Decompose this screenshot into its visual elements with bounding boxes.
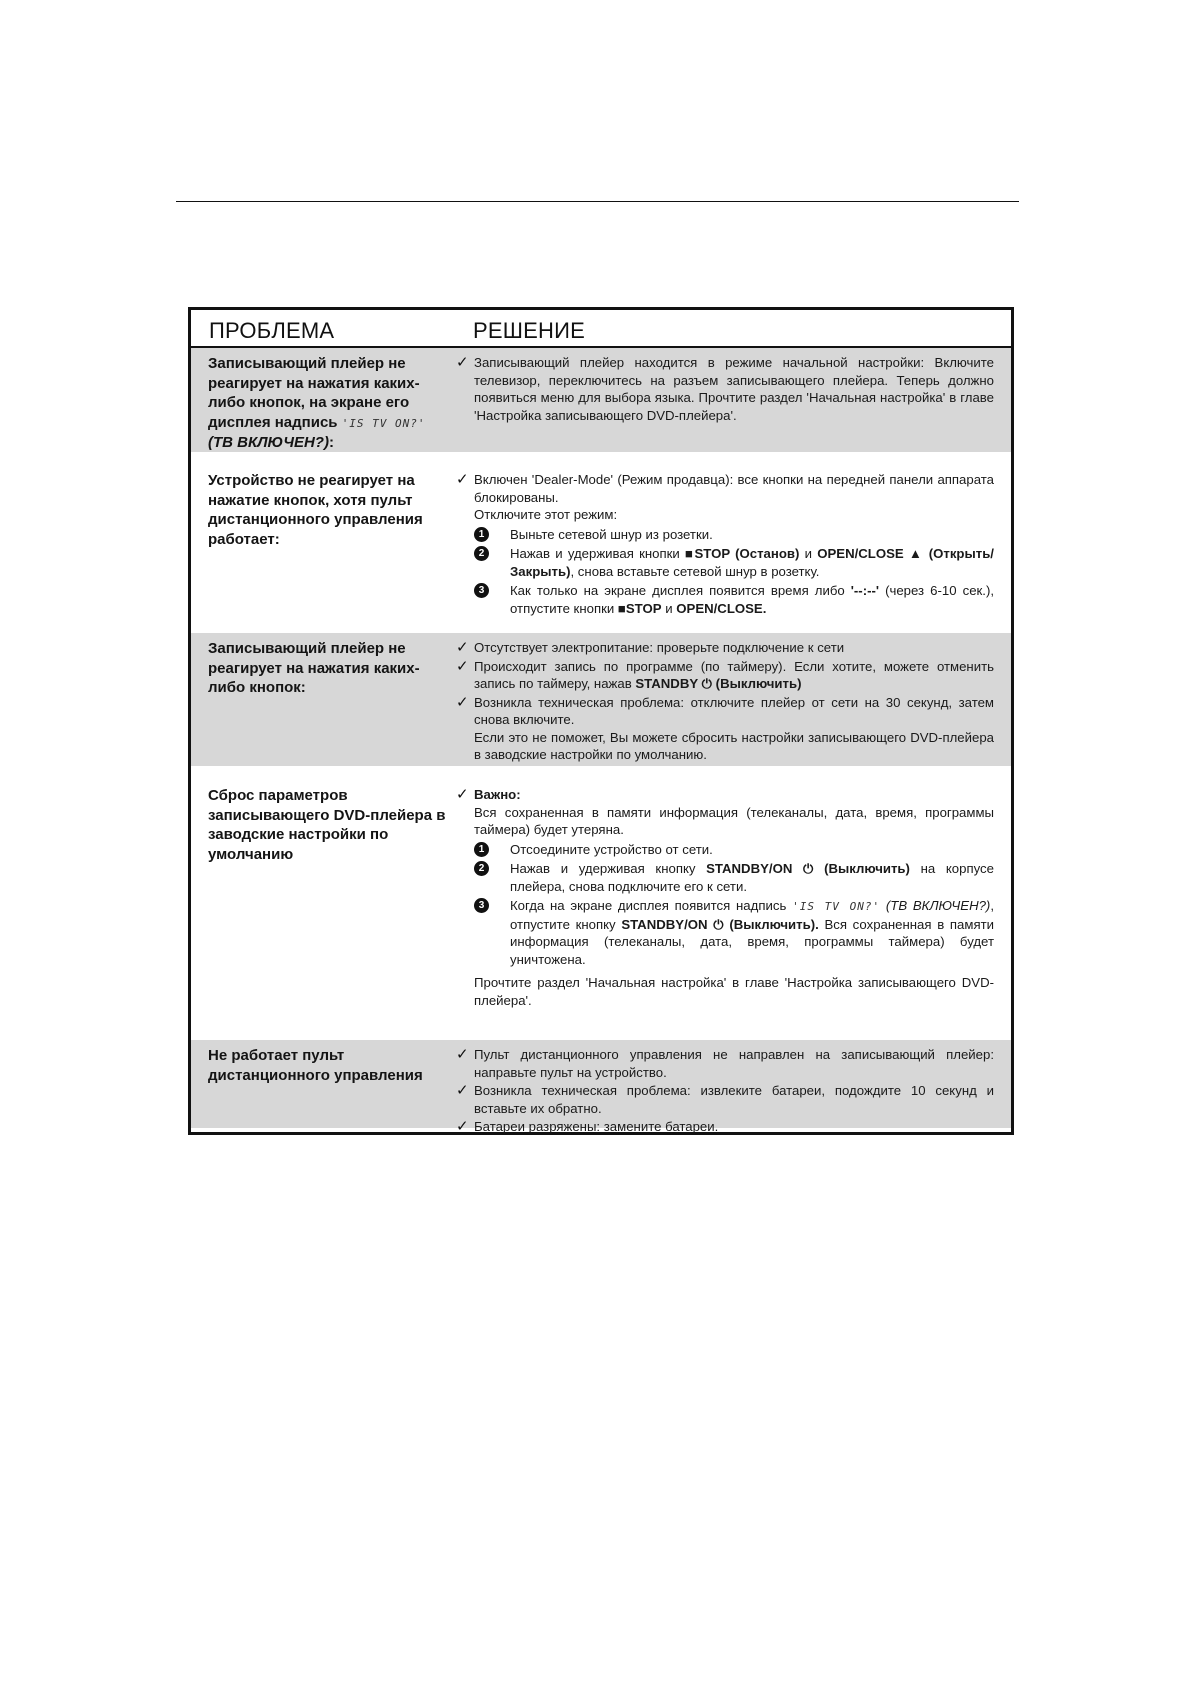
problem-cell: Записывающий плейер не реагирует на нажатия каких-либо кнопок, на экране его дисплея надпись 'IS TV ON?' (ТВ ВКЛЮЧЕН?): (208, 355, 426, 451)
solution-cell: ✓ Отсутствует электропитание: проверьте подключение к сети ✓ Происходит запись по программе (по таймеру). Если хотите, можете отменить запись по таймеру, нажав STANDBY ⏻ (Выключить) ✓ Возникла техническая проблема: отключите плейер от сети на 30 секунд, затем снова включите. Если это не поможет, Вы можете сбросить настройки записывающего DVD-плейера в заводские настройки по умолчанию. (456, 639, 994, 762)
problem-cell: Не работает пульт дистанционного управления (208, 1047, 423, 1084)
solution-cell: ✓ Пульт дистанционного управления не направлен на записывающий плейер: направьте пульт на устройство. ✓ Возникла техническая проблема: извлеките батареи, подождите 10 секунд и вставьте их обратно. ✓ Батареи разряжены: замените батареи. (456, 1046, 994, 1135)
check-icon: ✓ (456, 471, 469, 488)
check-icon: ✓ (456, 1118, 469, 1135)
check-icon: ✓ (456, 1082, 469, 1099)
step-number-icon: 2 (474, 861, 489, 876)
step-number-icon: 2 (474, 546, 489, 561)
step-item: 1 Отсоедините устройство от сети. (474, 841, 994, 859)
step-number-icon: 3 (474, 583, 489, 598)
step-number-icon: 1 (474, 527, 489, 542)
check-icon: ✓ (456, 657, 469, 675)
check-icon: ✓ (456, 1046, 469, 1063)
solution-cell: ✓ Важно: Вся сохраненная в памяти информация (телеканалы, дата, время, программы таймера) будет утеряна. 1 Отсоедините устройство от сети. 2 Нажав и удерживая кнопку STANDBY/ON ⏻ (Выключить) на корпусе плейера, снова подключите его к сети. 3 Когда на экране дисплея появится надпись 'IS TV ON?' (ТВ ВКЛЮЧЕН?), отпустите кнопку STANDBY/ON ⏻ (Выключить). Вся сохраненная в памяти информация (телеканалы, дата, время, программы таймера) будет уничтожена. Прочтите раздел 'Начальная настройка' в главе 'Настройка записывающего DVD-плейера'. (456, 786, 994, 1008)
table-row (191, 780, 1011, 1024)
check-icon: ✓ (456, 639, 469, 656)
display-text: 'IS TV ON?' (341, 416, 426, 430)
display-text: 'IS TV ON?' (792, 900, 881, 913)
step-item: 3 Когда на экране дисплея появится надпись 'IS TV ON?' (ТВ ВКЛЮЧЕН?), отпустите кнопку STANDBY/ON ⏻ (Выключить). Вся сохраненная в памяти информация (телеканалы, дата, время, программы таймера) будет уничтожена. (474, 897, 994, 968)
troubleshooting-table (188, 307, 1014, 1135)
table-row (191, 465, 1011, 621)
solution-cell: ✓ Включен 'Dealer-Mode' (Режим продавца): все кнопки на передней панели аппарата блокированы. Отключите этот режим: 1 Выньте сетевой шнур из розетки. 2 Нажав и удерживая кнопки ■STOP (Останов) и OPEN/CLOSE ▲ (Открыть/ Закрыть), снова вставьте сетевой шнур в розетку. 3 Как только на экране дисплея появится время либо '--:--' (через 6-10 сек.), отпустите кнопки ■STOP и OPEN/CLOSE. (456, 471, 995, 616)
table-row (191, 348, 1011, 452)
step-item: 2 Нажав и удерживая кнопки ■STOP (Останов) и OPEN/CLOSE ▲ (Открыть/ Закрыть), снова вставьте сетевой шнур в розетку. (474, 545, 994, 580)
top-rule (176, 201, 1019, 202)
check-icon: ✓ (456, 786, 469, 803)
table-row (191, 633, 1011, 766)
step-number-icon: 1 (474, 842, 489, 857)
check-icon: ✓ (456, 693, 469, 711)
problem-cell: Сброс параметров записывающего DVD-плейера в заводские настройки по умолчанию (208, 787, 446, 863)
problem-cell: Устройство не реагирует на нажатие кнопок, хотя пульт дистанционного управления работает: (208, 472, 423, 548)
solution-cell: ✓ Записывающий плейер находится в режиме начальной настройки: Включите телевизор, переключитесь на разъем записывающего плейера. Теперь должно появиться меню для выбора языка. Прочтите раздел 'Начальная настройка' в главе 'Настройка записывающего DVD-плейера'. (456, 354, 994, 423)
step-item: 2 Нажав и удерживая кнопку STANDBY/ON ⏻ (Выключить) на корпусе плейера, снова подключите его к сети. (474, 860, 994, 895)
problem-cell: Записывающий плейер не реагирует на нажатия каких-либо кнопок: (208, 640, 420, 696)
header-problem: ПРОБЛЕМА (209, 318, 335, 343)
header-solution: РЕШЕНИЕ (473, 318, 585, 343)
step-item: 3 Как только на экране дисплея появится время либо '--:--' (через 6-10 сек.), отпустите кнопки ■STOP и OPEN/CLOSE. (474, 582, 994, 617)
step-number-icon: 3 (474, 898, 489, 913)
check-icon: ✓ (456, 354, 469, 371)
table-row (191, 1040, 1011, 1135)
step-item: 1 Выньте сетевой шнур из розетки. (474, 526, 994, 544)
